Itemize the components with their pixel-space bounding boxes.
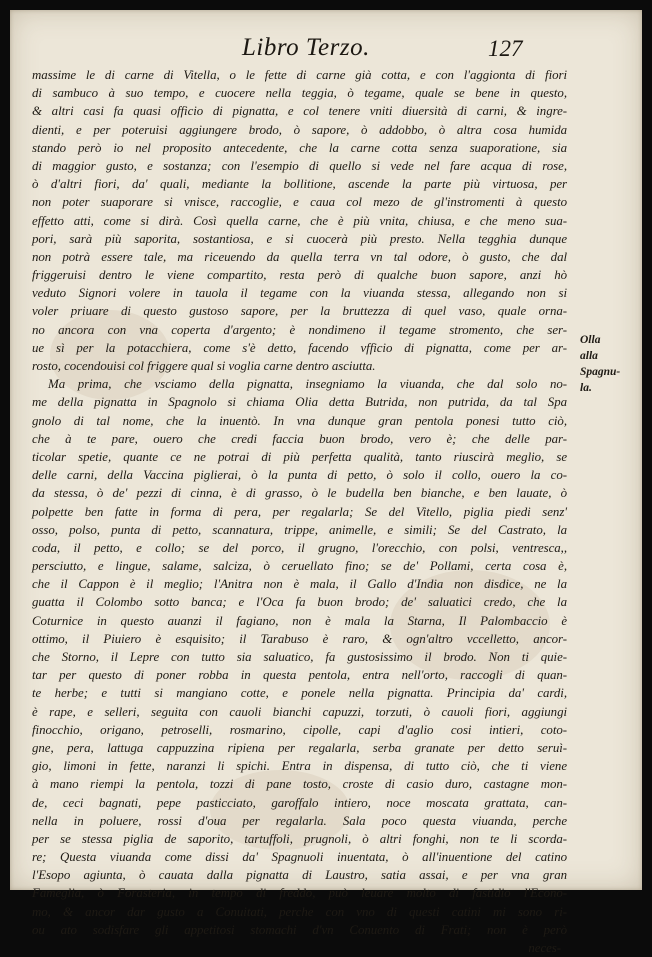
text-line: nella in poluere, rossi d'oua per regalarla. Sala poco questa viuanda, perche xyxy=(32,813,567,828)
text-line: no ancora con vna coperta d'argento; è nondimeno il tegame stromento, che ser- xyxy=(32,322,567,337)
text-line: ue sì per la potacchiera, come s'è detto, facendo vfficio di pignatta, come per ar- xyxy=(32,340,567,355)
text-line: delle carni, della Vaccina piglierai, ò la punta di petto, ò solo il collo, ouero la co- xyxy=(32,468,567,483)
text-line: gio, limoni in fette, naranzi li spichi. Entra in dispensa, di tutto ciò, che ti viene xyxy=(32,759,567,774)
text-line: di sambuco à suo tempo, e cuocere nella teggia, ò tegame, quale se bene in questo, xyxy=(32,86,567,101)
text-line: me della pignatta in Spagnolo si chiama Olia detta Butrida, non putrida, da tal Spa xyxy=(32,395,567,410)
text-line: tar per questo di poner robba in questa pentola, entra nell'orto, raccogli di quan- xyxy=(32,668,567,683)
text-line: per se stessa piglia de saporito, tartuffoli, prugnoli, ò altri fonghi, non te li scorda- xyxy=(32,831,567,846)
text-line: veduto Signori volere in tauola il tegame con la viuanda stessa, allegando non si xyxy=(32,286,567,301)
text-line: osso, polso, punta di petto, scannatura, trippe, animelle, e simili; Se del Castrato, la xyxy=(32,522,567,537)
text-line: neces- xyxy=(528,941,561,955)
text-line: à mano riempi la pentola, tozzi di pane tosto, croste di casio duro, castagne mon- xyxy=(32,777,567,792)
body-text xyxy=(32,66,567,957)
text-line: effetto atti, come si dirà. Così quella carne, che è più vnita, chiusa, e che meno sua- xyxy=(32,213,567,228)
text-line: re; Questa viuanda come dissi da' Spagnuoli inuentata, ò all'inuentione del catino xyxy=(32,850,567,865)
text-line: & altri casi fa quasi officio di pignatta, e col tenere vniti diuersità di carni, & ingre- xyxy=(32,104,567,119)
text-line: non potrà essere tale, ma riceuendo da quella terra vn tal odore, ò gusto, che dal xyxy=(32,249,567,264)
running-title: Libro Terzo. xyxy=(242,34,370,61)
page-number: 127 xyxy=(488,36,523,61)
margin-note-line: la. xyxy=(580,382,592,394)
text-line: gne, pera, lattuga cappuzzina ripiena per regalarla, serba granate per detto seruì- xyxy=(32,740,567,755)
text-line: Ma prima, che vsciamo della pignatta, insegniamo la viuanda, che dal solo no- xyxy=(48,377,567,392)
text-line: che Storno, il Lepre con tutto sia saluatico, fa gustosissimo il brodo. Non ti quie- xyxy=(32,650,567,664)
text-line: massime le di carne di Vitella, o le fette di carne già cotta, e con l'aggionta di fiori xyxy=(32,68,567,82)
text-line: polpette ben fatte in forma di pera, per regalarla; Se del Vitello, piglia piedi senz' xyxy=(32,504,567,519)
margin-note-line: Spagnu- xyxy=(580,366,621,378)
text-line: stando però io nel proposito antecedente, che la carne cotta senza suaporatione, sia xyxy=(32,140,567,155)
text-line: dienti, e per poteruisi aggiungere brodo, ò sapore, ò addobbo, ò altra cosa humida xyxy=(32,122,567,137)
text-line: de, ceci bagnati, pepe pasticciato, garoffalo intiero, noce moscata grattata, can- xyxy=(32,795,567,810)
text-line: ticolar spetie, quante ce ne potrai di più perfetta qualità, tanto riuscirà meglio, se xyxy=(32,449,567,464)
text-line: di maggior gusto, e sostanza; con l'esempio di quello si vede nel fare acqua di rose, xyxy=(32,158,567,173)
margin-note-line: alla xyxy=(580,350,598,362)
text-line: non poter suaporare si vnisce, raccoglie, e caua col mezo de gl'instromenti à questo xyxy=(32,195,567,210)
text-line: da stessa, ò de' pezzi di cinna, è di grasso, ò le budella ben bianche, e ben lauate, ò xyxy=(32,486,567,501)
text-line: coda, il petto, e collo; se del porco, il grugno, l'orecchio, con polsi, ventresca,, xyxy=(32,540,567,555)
text-line: l'Esopo agiunta, ò cauata dalla pignatta di Laustro, satia assai, e per vna gran xyxy=(32,868,567,883)
text-line: gnolo di tal nome, che la inuentò. In vna dunque gran pentola ponesi tutto ciò, xyxy=(32,413,567,428)
text-line: ou ato sodisfare gli appetitosi stomachi d'vn Conuento di Frati; non è però xyxy=(32,922,567,937)
text-line: che à te pare, ouero che credi faccia buon brodo, vero è; che delle par- xyxy=(32,431,567,446)
text-line: che il Cappon è il meglio; l'Anitra non è mala, il Gallo d'India non disdice, ne la xyxy=(32,577,567,592)
text-line: finocchio, origano, petroselli, rosmarino, cipolle, capi d'aglio cosi intieri, coto- xyxy=(32,722,567,737)
page-header xyxy=(10,34,642,66)
text-line: mo, & ancor dar gusto a Conuitati, perche con vno di questi catini mi sono ri- xyxy=(32,904,567,919)
text-line: friggeruisi dentro le viene compartito, resta però di qualche buon sapore, anzi hò xyxy=(32,268,567,283)
text-line: è rape, e selleri, seguita con cauoli bianchi capuzzi, torzuti, ò cauoli fiori, aggiungi xyxy=(32,704,567,719)
book-page xyxy=(10,10,642,955)
text-line: voler priuare di questo gustoso sapore, per la bruttezza di quel vaso, quale orna- xyxy=(32,304,567,319)
text-line: guatta il Colombo sotto banca; e l'Oca fa buon brodo; de' saluatici credo, che la xyxy=(32,595,567,610)
text-line: ò d'altri fiori, da' quali, mediante la bollitione, ascende la parte più virtuosa, per xyxy=(32,177,567,192)
text-line: ottimo, il Piuiero è esquisito; il Tarabuso è raro, & ogn'altro vccelletto, ancor- xyxy=(32,631,567,646)
text-line: te herbe; e tutti si mangiano cotte, e ponele nella pignatta. Principia da' cardi, xyxy=(32,686,567,701)
text-line: Fameglia, ò Forasteria, in tempo di freddo, può leuare molto di fastidio l'Econo- xyxy=(32,886,567,901)
text-line: Coturnice in questo auanzi il fagiano, non è mala la Starna, Il Palombaccio è xyxy=(32,613,567,628)
margin-note xyxy=(580,332,636,396)
text-line: pori, sarà più saporita, sostantiosa, e si cuocerà più presto. Nella tegghia dunque xyxy=(32,231,567,246)
margin-note-line: Olla xyxy=(580,334,601,346)
text-line: rosto, cocendouisi col friggere qual si voglia carne dentro asciutta. xyxy=(32,359,376,373)
text-line: persciutto, e lingue, salame, salciza, ò ceruellato fino; se de' Pollami, certa cosa è, xyxy=(32,559,567,574)
